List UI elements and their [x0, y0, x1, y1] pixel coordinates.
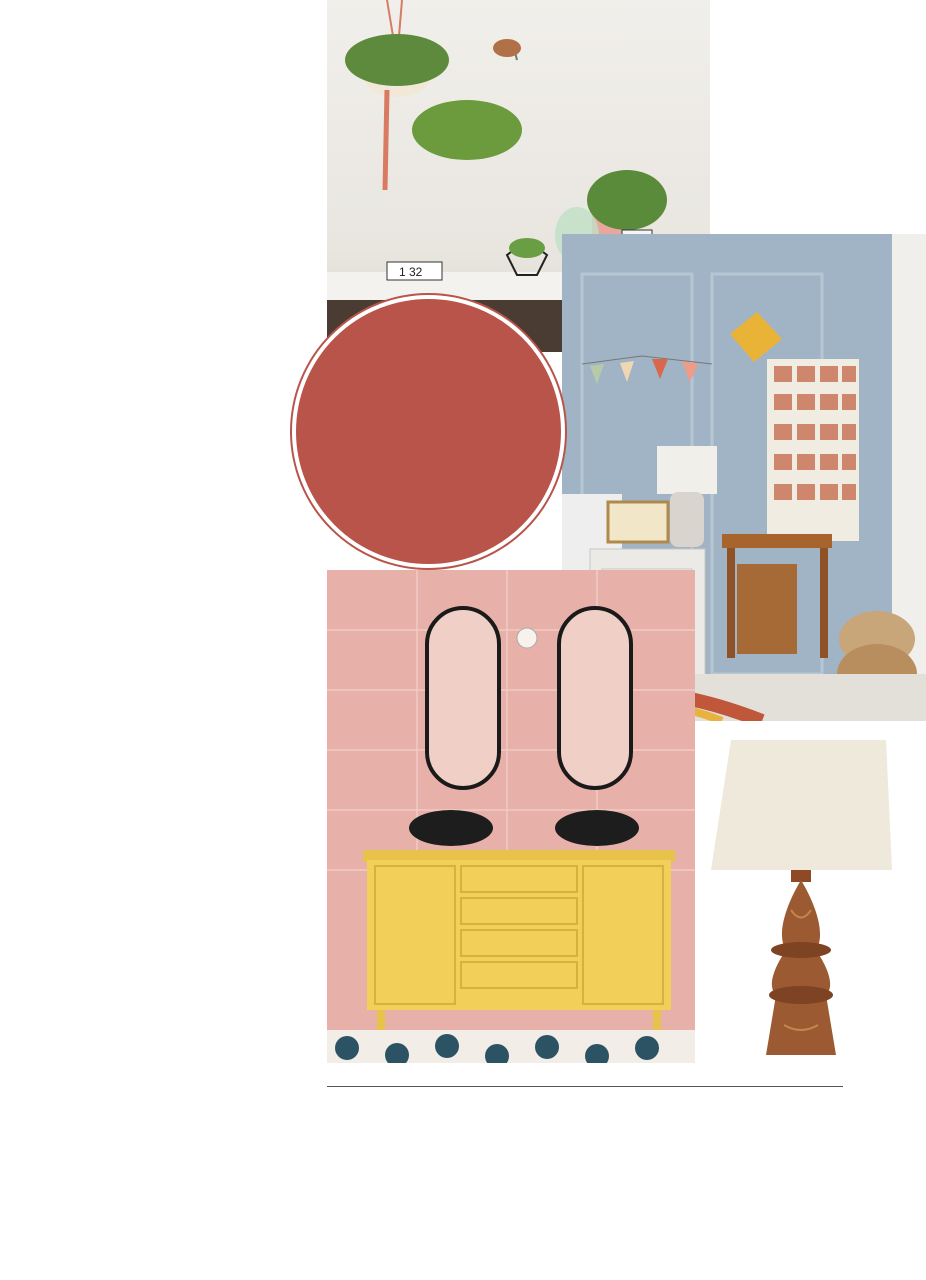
- lamp-illustration: [706, 735, 896, 1065]
- svg-text:1 32: 1 32: [399, 265, 423, 279]
- subscribe-badge[interactable]: [292, 295, 565, 568]
- bathroom-illustration: [327, 570, 695, 1063]
- photo-pink-bathroom: [327, 570, 695, 1063]
- page-footer: [0, 1226, 926, 1255]
- divider: [327, 1086, 843, 1087]
- photo-table-lamp: [706, 735, 896, 1065]
